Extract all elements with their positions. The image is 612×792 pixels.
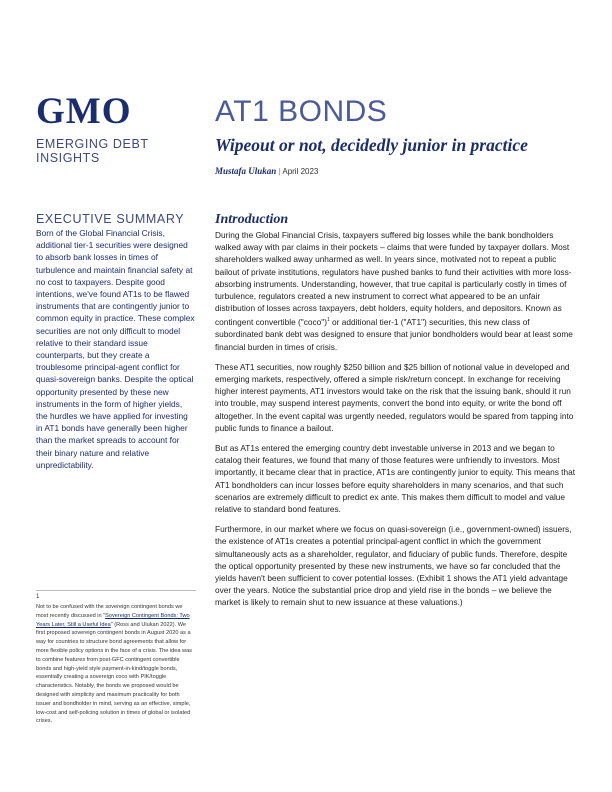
gmo-logo: GMO	[36, 91, 132, 132]
footnote-text	[36, 603, 196, 726]
publication-date: April 2023	[282, 167, 319, 176]
paragraph-2: These AT1 securities, now roughly $250 billion and $25 billion of notional value in developed and emerging markets, respectively, offered a simple risk/return concept. In exchange for receiving higher interest payments, AT1 investors would take on the risk that the issuing bank, should it run into trouble, may suspend interest payments, convert the bond into equity, or write the bond off altogether. In the event capital was urgently needed, regulators would be spared from tapping into public funds to finance a bailout.	[215, 361, 574, 433]
footnote-text-end: " (Ross and Ulukan 2022). We first proposed sovereign contingent bonds in August 2020 as a way for countries to structure bond agreements that allow for more flexible policy options in the face of a crisis. The idea was to combine features from post-GFC contingent convertible bonds and high-yield style payment-in-kind/toggle bonds, essentially creating a sovereign coco with PIK/toggle characteristics. Notably, the bonds we proposed would be designed with simplicity and maximum practicality for both issuer and bondholder in mind, serving as an effective, simple, low-cost and self-policing solution in times of global or isolated crises.	[36, 621, 192, 725]
footnote-ref[interactable]: 1	[326, 317, 330, 324]
introduction-heading: Introduction	[215, 212, 289, 227]
introduction-body	[215, 229, 575, 617]
footnote-number: 1	[36, 594, 40, 600]
executive-summary-body: Born of the Global Financial Crisis, additional tier-1 securities were designed to absorb bank losses in times of turbulence and maintain financial safety at no cost to taxpayers. Despite good intentions, we've found AT1s to be flawed instruments that are contingently junior to common equity in practice. These complex securities are not only difficult to model relative to their standard issue counterparts, but they create a troublesome principal-agent conflict for quasi-sovereign banks. Despite the optical opportunity presented by these new instruments in the form of higher yields, the hurdles we have applied for investing in AT1 bonds have generally been higher than the market spreads to account for their binary nature and relative unpredictability.	[36, 228, 195, 470]
byline-separator: |	[278, 167, 281, 176]
page-subtitle: Wipeout or not, decidedly junior in practice	[215, 135, 528, 155]
author-name: Mustafa Ulukan	[215, 166, 277, 176]
byline	[215, 166, 318, 176]
footnote-divider	[36, 590, 196, 591]
footnote-text-start: Not to be confused with the sovereign contingent bonds we most recently discussed in "	[36, 604, 183, 619]
paragraph-1	[215, 229, 575, 353]
paragraph-1-start: During the Global Financial Crisis, taxpayers suffered big losses while the bank bondholders walked away with par claims in their pockets – claims that were funded by taxpayer dollars. Most shareholders walked away unharmed as well. In years since, motivated not to repeat a public bailout of private institutions, regulators have pushed banks to fund their activities with more loss-absorbing instruments. Understanding, however, that true capital is particularly costly in times of turbulence, regulators created a new instrument to correct what appeared to be an unfair distribution of losses across taxpayers, debt holders, equity holders, and depositors. Known as contingent convertible ("coco")	[215, 230, 572, 328]
footnote-link[interactable]: Sovereign Contingent Bonds: Two Years Later, Still a Useful Idea	[36, 612, 190, 628]
page-title: AT1 BONDS	[215, 95, 388, 128]
paragraph-3: But as AT1s entered the emerging country debt investable universe in 2013 and we began to catalog their features, we found that many of those features were unfriendly to investors. Most importantly, it became clear that in practice, AT1s are contingently junior to equity. This means that AT1 bondholders can incur losses before equity shareholders in many scenarios, and that such scenarios are extremely difficult to predict ex ante. This makes them difficult to model and value relative to standard bond features.	[215, 443, 576, 515]
executive-summary-heading: EXECUTIVE SUMMARY	[36, 212, 185, 226]
department-line-2: INSIGHTS	[36, 151, 100, 165]
department-line-1: EMERGING DEBT	[36, 137, 149, 151]
paragraph-1-end: or additional tier-1 ("AT1") securities, this new class of subordinated bank debt was designed to ensure that junior bondholders would bear at least some financial burden in times of crisis.	[215, 317, 573, 352]
paragraph-4: Furthermore, in our market where we focus on quasi-sovereign (i.e., government-owned) issuers, the existence of AT1s creates a potential principal-agent conflict in which the government simultaneously acts as a shareholder, regulator, and fiduciary of public funds. Therefore, despite the optical opportunity presented by these new instruments, we have so far concluded that the yields haven't been sufficient to cover potential losses. (Exhibit 1 shows the AT1 yield advantage over the years. Notice the substantial price drop and yield rise in the bonds – we believe the market is likely to remain shut to new issuance at these valuations.)	[215, 524, 572, 608]
department-label	[36, 137, 186, 165]
